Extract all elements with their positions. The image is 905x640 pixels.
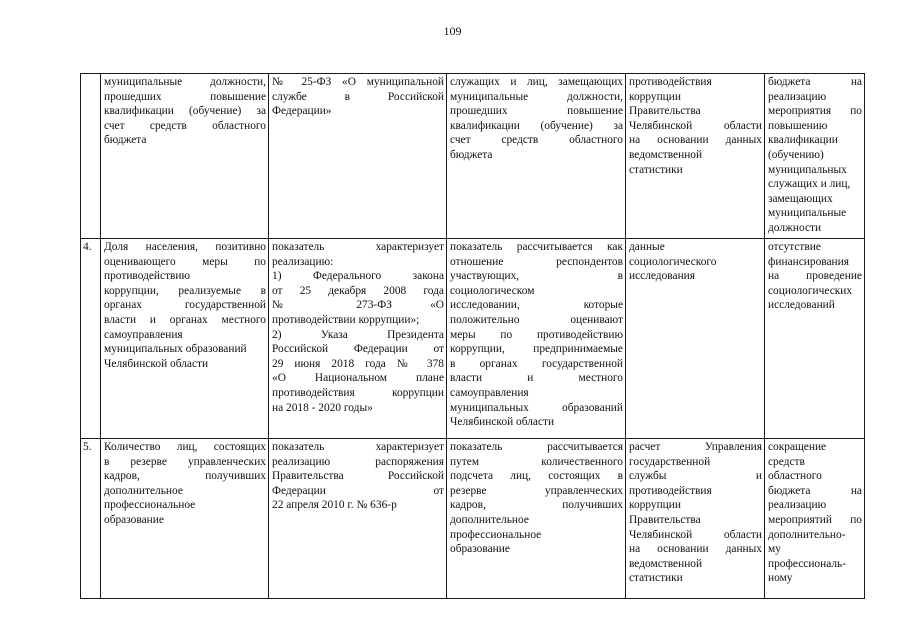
cell-text-line: замещающих [768, 192, 833, 205]
cell-text-line: профессиональ- [768, 557, 847, 570]
cell-text-line: квалификации [768, 134, 838, 147]
cell-text-line: № 25-ФЗ «О муниципальной [272, 76, 444, 88]
cell-text-line: самоуправления [104, 328, 183, 341]
table-row [81, 239, 865, 439]
cell-text-line: подсчета лиц, состоящих в [450, 470, 623, 483]
row-number-cell [81, 74, 101, 239]
cell-text-line: реализацию [768, 499, 827, 512]
cell-text-line: финансирования [768, 255, 849, 268]
cell-text-line: социологических [768, 284, 853, 297]
cell-text-line: в резерве управленческих [104, 455, 266, 468]
cell-text-line: власти и органах местного [104, 313, 266, 326]
table-row [81, 74, 865, 239]
cell-text-line: коррупции, предпринимаемые [450, 343, 623, 356]
cell-text-line: образование [450, 543, 510, 556]
cell-text-line: счет средств областного [104, 119, 266, 132]
cell-text-line: 22 апреля 2010 г. № 636-р [272, 499, 397, 512]
cell-text-line: му [768, 543, 781, 556]
data-source-cell [626, 239, 765, 439]
row-number-cell: 4. [81, 239, 101, 439]
risk-factor-cell [765, 74, 865, 239]
cell-text-line: 29 июня 2018 года № 378 [272, 357, 444, 370]
row-number-cell: 5. [81, 439, 101, 599]
cell-text-line: 2) Указа Президента [272, 328, 444, 341]
indicator-name-cell [101, 74, 269, 239]
cell-text-line: повышению [768, 119, 828, 132]
cell-text-line: исследовании, которые [450, 299, 623, 312]
cell-text-line: противодействии коррупции»; [272, 313, 420, 326]
cell-text-line: муниципальные должности, [450, 90, 623, 103]
cell-text-line: муниципальные должности, [104, 76, 266, 88]
data-source-cell [626, 439, 765, 599]
cell-text-line: в органах государственной [450, 357, 623, 370]
cell-text-line: органах государственной [104, 299, 266, 312]
cell-text-line: противодействия коррупции [272, 386, 444, 399]
cell-text-line: дополнительное [104, 484, 183, 497]
cell-text-line: бюджета на [768, 76, 862, 88]
cell-text-line: образование [104, 513, 164, 526]
legal-basis-cell [269, 439, 447, 599]
cell-text-line: показатель характеризует [272, 441, 444, 453]
cell-text-line: службе в Российской [272, 90, 444, 103]
cell-text-line: должности [768, 221, 822, 234]
legal-basis-cell [269, 239, 447, 439]
cell-text-line: оценивающего меры по [104, 255, 266, 268]
cell-text-line: кадров, получивших [450, 499, 623, 512]
cell-text-line: 1) Федерального закона [272, 270, 444, 283]
risk-factor-cell [765, 239, 865, 439]
cell-text-line: путем количественного [450, 455, 623, 468]
cell-text-line: служащих и лиц, замещающих [450, 76, 623, 88]
indicator-table [80, 73, 865, 599]
cell-text-line: Доля населения, позитивно [104, 241, 266, 253]
cell-text-line: квалификации (обучение) за [450, 119, 623, 132]
risk-factor-cell [765, 439, 865, 599]
cell-text-line: Количество лиц, состоящих [104, 441, 266, 453]
cell-text-line: коррупции, реализуемые в [104, 284, 266, 297]
cell-text-line: Челябинской области [629, 528, 762, 541]
data-source-cell [626, 74, 765, 239]
cell-text-line: реализацию распоряжения [272, 455, 444, 468]
cell-text-line: Российской Федерации от [272, 343, 444, 356]
cell-text-line: отсутствие [768, 241, 821, 253]
cell-text-line: ному [768, 572, 793, 585]
cell-text-line: противодействия [629, 76, 712, 88]
cell-text-line: муниципальных образований [450, 401, 623, 414]
indicator-name-cell [101, 439, 269, 599]
cell-text-line: службы и [629, 470, 762, 483]
cell-text-line: показатель характеризует [272, 241, 444, 253]
cell-text-line: участвующих, в [450, 270, 623, 283]
cell-text-line: государственной [629, 455, 711, 468]
cell-text-line: статистики [629, 163, 683, 176]
cell-text-line: профессиональное [104, 499, 196, 512]
cell-text-line: бюджета на [768, 484, 862, 497]
cell-text-line: прошедших повышение [104, 90, 266, 103]
cell-text-line: власти и местного [450, 372, 623, 385]
indicator-name-cell [101, 239, 269, 439]
cell-text-line: Челябинской области [450, 416, 555, 429]
cell-text-line: № 273-ФЗ «О [272, 299, 444, 312]
cell-text-line: коррупции [629, 90, 681, 103]
legal-basis-cell [269, 74, 447, 239]
cell-text-line: социологического [629, 255, 717, 268]
cell-text-line: счет средств областного [450, 134, 623, 147]
calculation-method-cell [447, 239, 626, 439]
cell-text-line: отношение респондентов [450, 255, 623, 268]
cell-text-line: профессиональное [450, 528, 542, 541]
cell-text-line: Правительства [629, 105, 701, 118]
cell-text-line: бюджета [104, 134, 147, 147]
cell-text-line: ведомственной [629, 557, 703, 570]
cell-text-line: статистики [629, 572, 683, 585]
cell-text-line: бюджета [450, 148, 493, 161]
cell-text-line: реализацию: [272, 255, 334, 268]
page-number: 109 [443, 24, 462, 38]
cell-text-line: «О Национальном плане [272, 372, 444, 385]
cell-text-line: Челябинской области [629, 119, 762, 132]
cell-text-line: служащих и лиц, [768, 178, 851, 191]
cell-text-line: муниципальные [768, 207, 847, 220]
cell-text-line: противодействия [629, 484, 712, 497]
table-row [81, 439, 865, 599]
cell-text-line: на проведение [768, 270, 862, 283]
cell-text-line: Федерации» [272, 105, 332, 118]
cell-text-line: исследования [629, 270, 696, 283]
cell-text-line: областного [768, 470, 822, 483]
cell-text-line: Федерации от [272, 484, 444, 497]
cell-text-line: на 2018 - 2020 годы» [272, 401, 373, 414]
cell-text-line: меры по противодействию [450, 328, 623, 341]
cell-text-line: расчет Управления [629, 441, 762, 453]
cell-text-line: положительно оценивают [450, 313, 623, 326]
cell-text-line: Правительства [629, 513, 701, 526]
cell-text-line: показатель рассчитывается [450, 441, 623, 453]
cell-text-line: показатель рассчитывается как [450, 241, 623, 253]
cell-text-line: кадров, получивших [104, 470, 266, 483]
cell-text-line: Челябинской области [104, 357, 209, 370]
cell-text-line: сокращение [768, 441, 827, 453]
cell-text-line: социологическом [450, 284, 535, 297]
cell-text-line: дополнительное [450, 513, 529, 526]
cell-text-line: муниципальных [768, 163, 847, 176]
cell-text-line: мероприятия по [768, 105, 862, 118]
cell-text-line: (обучению) [768, 148, 824, 161]
cell-text-line: коррупции [629, 499, 681, 512]
cell-text-line: от 25 декабря 2008 года [272, 284, 444, 297]
cell-text-line: реализацию [768, 90, 827, 103]
calculation-method-cell [447, 439, 626, 599]
cell-text-line: исследований [768, 299, 835, 312]
cell-text-line: муниципальных образований [104, 343, 247, 356]
cell-text-line: ведомственной [629, 148, 703, 161]
cell-text-line: дополнительно- [768, 528, 846, 541]
cell-text-line: прошедших повышение [450, 105, 623, 118]
cell-text-line: резерве управленческих [450, 484, 623, 497]
cell-text-line: квалификации (обучение) за [104, 105, 266, 118]
cell-text-line: на основании данных [629, 543, 762, 556]
cell-text-line: средств [768, 455, 805, 468]
cell-text-line: на основании данных [629, 134, 762, 147]
cell-text-line: данные [629, 241, 665, 253]
calculation-method-cell [447, 74, 626, 239]
cell-text-line: противодействию [104, 270, 191, 283]
cell-text-line: самоуправления [450, 386, 529, 399]
cell-text-line: Правительства Российской [272, 470, 444, 483]
cell-text-line: мероприятий по [768, 513, 862, 526]
